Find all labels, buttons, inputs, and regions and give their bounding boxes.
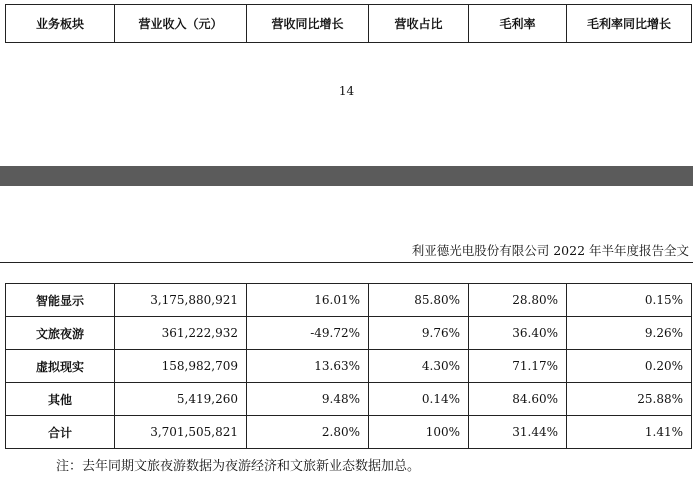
col-header-margin-yoy: 毛利率同比增长	[567, 5, 692, 43]
table-row-total	[6, 416, 692, 449]
margin-yoy-cell: 0.20%	[567, 350, 692, 383]
table-row	[6, 350, 692, 383]
revenue-yoy-cell: 2.80%	[247, 416, 369, 449]
segment-cell: 合计	[6, 416, 115, 449]
segment-cell: 其他	[6, 383, 115, 416]
table-row	[6, 317, 692, 350]
col-header-share: 营收占比	[369, 5, 469, 43]
margin-yoy-cell: 1.41%	[567, 416, 692, 449]
segment-cell: 虚拟现实	[6, 350, 115, 383]
table-row	[6, 383, 692, 416]
share-cell: 4.30%	[369, 350, 469, 383]
gross-margin-cell: 28.80%	[469, 284, 567, 317]
gross-margin-cell: 31.44%	[469, 416, 567, 449]
col-header-revenue-yoy: 营收同比增长	[247, 5, 369, 43]
segment-cell: 智能显示	[6, 284, 115, 317]
revenue-cell: 361,222,932	[115, 317, 247, 350]
gross-margin-cell: 84.60%	[469, 383, 567, 416]
margin-yoy-cell: 0.15%	[567, 284, 692, 317]
col-header-revenue: 营业收入（元）	[115, 5, 247, 43]
revenue-table	[5, 283, 692, 449]
header-row	[6, 5, 692, 43]
revenue-yoy-cell: 16.01%	[247, 284, 369, 317]
revenue-yoy-cell: 13.63%	[247, 350, 369, 383]
table-row	[6, 284, 692, 317]
revenue-cell: 3,701,505,821	[115, 416, 247, 449]
share-cell: 100%	[369, 416, 469, 449]
gross-margin-cell: 71.17%	[469, 350, 567, 383]
share-cell: 85.80%	[369, 284, 469, 317]
share-cell: 0.14%	[369, 383, 469, 416]
revenue-cell: 3,175,880,921	[115, 284, 247, 317]
document-title: 利亚德光电股份有限公司 2022 年半年度报告全文	[411, 243, 689, 258]
footnote: 注：去年同期文旅夜游数据为夜游经济和文旅新业态数据加总。	[56, 459, 421, 474]
page-number: 14	[338, 84, 355, 98]
col-header-gross-margin: 毛利率	[469, 5, 567, 43]
share-cell: 9.76%	[369, 317, 469, 350]
page-divider	[0, 166, 693, 186]
segment-cell: 文旅夜游	[6, 317, 115, 350]
margin-yoy-cell: 25.88%	[567, 383, 692, 416]
margin-yoy-cell: 9.26%	[567, 317, 692, 350]
revenue-cell: 158,982,709	[115, 350, 247, 383]
gross-margin-cell: 36.40%	[469, 317, 567, 350]
revenue-cell: 5,419,260	[115, 383, 247, 416]
col-header-segment: 业务板块	[6, 5, 115, 43]
revenue-yoy-cell: 9.48%	[247, 383, 369, 416]
table-header	[5, 4, 692, 43]
revenue-yoy-cell: -49.72%	[247, 317, 369, 350]
title-rule	[0, 262, 693, 263]
